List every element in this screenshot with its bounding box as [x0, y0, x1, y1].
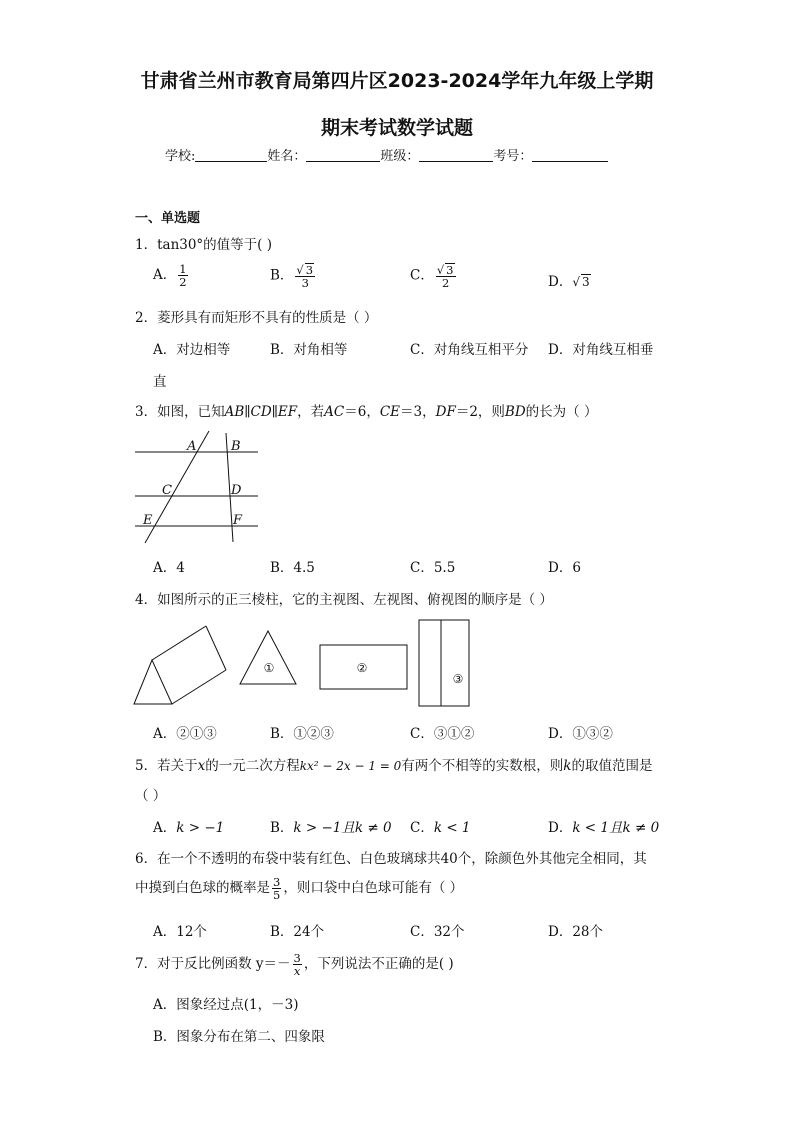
q1-c-den: 2 — [442, 276, 450, 290]
q7-function-fraction — [293, 952, 302, 977]
q1-option-a — [153, 263, 190, 288]
q1-option-d — [548, 270, 591, 290]
q6-stem-line-2 — [135, 876, 463, 901]
q5-c-label: C． — [410, 820, 434, 836]
q1-b-radicand: 3 — [305, 263, 314, 277]
q5-b-label: B． — [270, 820, 294, 836]
q7-option-b: B．图象分布在第二、四象限 — [153, 1029, 325, 1045]
prism-back-edge — [206, 626, 226, 670]
view-3-rectangle — [419, 620, 469, 706]
q6-text: ，则口袋中白色球可能有（ ） — [283, 880, 464, 896]
q1-d-label: D． — [548, 274, 573, 290]
q5-stem — [135, 754, 652, 774]
q2-option-a: A．对边相等 — [153, 342, 231, 358]
q3-text: ＝3， — [400, 404, 436, 420]
q1-b-den: 3 — [301, 276, 309, 290]
q1-b-num — [295, 263, 315, 277]
q4-stem: 4．如图所示的正三棱柱，它的主视图、左视图、俯视图的顺序是（ ） — [135, 592, 553, 608]
view-3-mark: ③ — [452, 672, 464, 686]
point-a-label: A — [187, 439, 197, 454]
q3-ce: CE — [379, 404, 401, 420]
q1-stem: 1．tan30°的值等于( ) — [135, 237, 273, 253]
q3-option-b: B．4.5 — [270, 560, 315, 576]
q1-c-fraction — [436, 263, 456, 289]
section-heading: 一、单选题 — [135, 211, 201, 226]
class-label: 班级： — [380, 149, 420, 164]
q1-c-radicand: 3 — [446, 263, 454, 277]
q5-a-label: A． — [153, 820, 177, 836]
q1-d-radicand: 3 — [581, 275, 590, 289]
q2-stem: 2．菱形具有而矩形不具有的性质是（ ） — [135, 310, 378, 326]
q6-den: 5 — [273, 888, 281, 902]
q3-stem — [135, 400, 597, 420]
q4-option-a: A．②①③ — [153, 726, 217, 742]
class-blank[interactable] — [419, 148, 493, 162]
q2-option-c: C．对角线互相平分 — [410, 342, 529, 358]
q7-num: 3 — [293, 951, 301, 965]
prism-front-face — [134, 660, 172, 704]
q7-option-a: A．图象经过点(1，－3) — [153, 997, 299, 1013]
q1-option-c — [410, 263, 458, 289]
number-blank[interactable] — [532, 148, 608, 162]
q3-ef: EF — [277, 404, 298, 420]
q5-a-value: k > −1 — [176, 820, 225, 836]
q6-probability-fraction — [272, 876, 281, 901]
q5-option-d — [548, 816, 659, 836]
q1-a-num: 1 — [179, 262, 187, 276]
point-c-label: C — [162, 483, 172, 498]
point-d-label: D — [231, 483, 242, 498]
q7-den: x — [293, 964, 301, 978]
q5-text: 的取值范围是 — [571, 758, 653, 774]
q6-option-b: B．24个 — [270, 924, 325, 940]
sqrt-icon: √ — [436, 263, 445, 277]
q3-option-a: A．4 — [153, 560, 185, 576]
q7-stem — [135, 952, 454, 977]
q5-variable-k: k — [563, 758, 572, 774]
q5-text: 有两个不相等的实数根，则 — [401, 758, 564, 774]
q6-num: 3 — [273, 875, 281, 889]
point-f-label: F — [233, 513, 243, 528]
q3-df: DF — [435, 404, 456, 420]
q4-option-d: D．①③② — [548, 726, 613, 742]
view-2-mark: ② — [356, 661, 368, 675]
title-line-2: 期末考试数学试题 — [320, 117, 473, 139]
school-label: 学校: — [165, 149, 196, 164]
q4-option-c: C．③①② — [410, 726, 475, 742]
q1-a-label: A． — [153, 267, 177, 283]
parallel-icon: ∥ — [271, 404, 278, 420]
q1-c-label: C． — [410, 267, 434, 284]
q5-option-c — [410, 816, 471, 836]
q2-option-b: B．对角相等 — [270, 342, 348, 358]
q3-cd: CD — [250, 404, 272, 420]
q5-variable-x: x — [197, 758, 206, 774]
q4-option-b: B．①②③ — [270, 726, 334, 742]
student-info-line — [165, 145, 608, 164]
sqrt-icon: √ — [572, 275, 580, 289]
prism-bottom-edge — [172, 670, 226, 704]
q3-ac: AC — [324, 404, 345, 420]
q5-d-label: D． — [548, 820, 573, 836]
name-blank[interactable] — [306, 148, 380, 162]
q3-option-c: C．5.5 — [410, 560, 456, 576]
q3-text: 3．如图，已知 — [135, 404, 225, 420]
q3-text: ＝2，则 — [455, 404, 505, 420]
q4-prism-figure — [130, 612, 480, 712]
q3-option-d: D．6 — [548, 560, 581, 576]
q1-a-fraction — [178, 263, 187, 288]
q1-option-b — [270, 263, 317, 289]
q1-b-fraction — [295, 263, 315, 289]
q6-option-c: C．32个 — [410, 924, 465, 940]
q5-equation: kx² − 2x − 1 = 0 — [299, 759, 402, 773]
q5-b-value: k > −1且k ≠ 0 — [293, 820, 392, 836]
q3-text: ，若 — [297, 404, 325, 420]
q2-option-d: D．对角线互相垂 — [548, 342, 654, 358]
name-label: 姓名： — [267, 149, 307, 164]
q6-option-d: D．28个 — [548, 924, 604, 940]
q2-option-d-wrap: 直 — [153, 374, 167, 390]
q7-text: ，下列说法不正确的是( ) — [303, 956, 454, 972]
q5-c-value: k < 1 — [433, 820, 471, 836]
parallel-icon: ∥ — [244, 404, 251, 420]
point-b-label: B — [231, 439, 241, 454]
q6-option-a: A．12个 — [153, 924, 207, 940]
q5-text: 的一元二次方程 — [205, 758, 300, 774]
prism-top-edge — [152, 626, 206, 660]
q5-option-a — [153, 816, 224, 836]
q1-a-den: 2 — [179, 275, 187, 289]
point-e-label: E — [143, 513, 153, 528]
view-1-mark: ① — [263, 661, 275, 675]
q3-parallel-lines-figure — [130, 425, 270, 550]
q3-text: ＝6， — [344, 404, 380, 420]
q5-d-value: k < 1且k ≠ 0 — [572, 820, 660, 836]
school-blank[interactable] — [195, 148, 267, 162]
title-line-1: 甘肃省兰州市教育局第四片区2023-2024学年九年级上学期 — [140, 70, 654, 92]
q3-text: 的长为（ ） — [525, 404, 598, 420]
q3-bd: BD — [504, 404, 526, 420]
q6-text: 中摸到白色球的概率是 — [135, 880, 270, 896]
q5-stem-line-2: （ ） — [135, 788, 167, 804]
q1-b-label: B． — [270, 267, 294, 284]
q1-c-num — [436, 263, 456, 277]
sqrt-icon: √ — [296, 263, 304, 277]
q7-text: 7．对于反比例函数 y＝－ — [135, 956, 291, 972]
number-label: 考号： — [493, 149, 533, 164]
view-1-triangle — [240, 631, 296, 684]
q3-ab: AB — [224, 404, 245, 420]
q5-option-b — [270, 816, 392, 836]
q6-stem-line-1: 6．在一个不透明的布袋中装有红色、白色玻璃球共40个，除颜色外其他完全相同，其 — [135, 851, 647, 867]
q5-text: 5．若关于 — [135, 758, 198, 774]
